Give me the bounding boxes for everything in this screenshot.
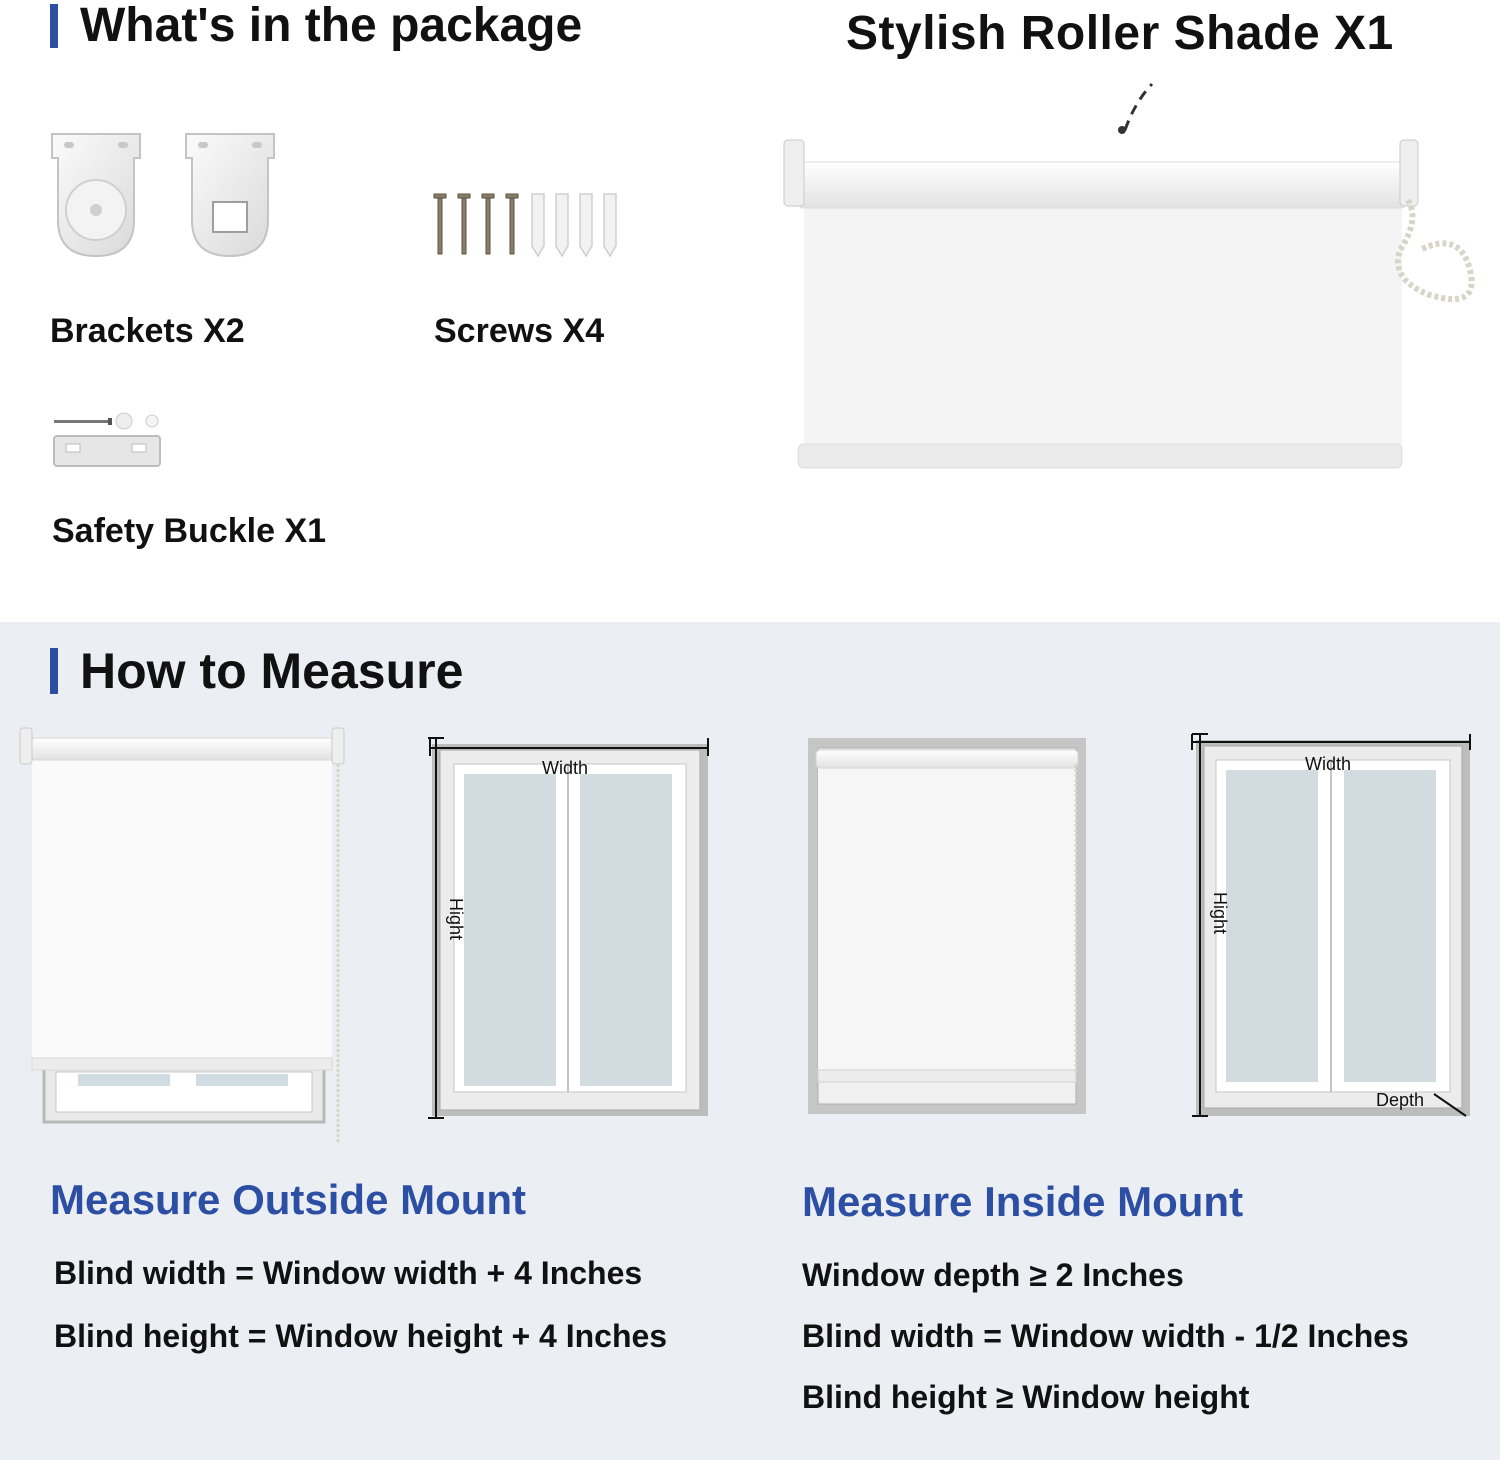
package-title: What's in the package xyxy=(50,2,582,48)
outside-mount-shade-image xyxy=(18,724,348,1154)
inside-formula-depth: Window depth ≥ 2 Inches xyxy=(802,1257,1184,1293)
shade-title: Stylish Roller Shade X1 xyxy=(846,7,1394,60)
screws-label: Screws X4 xyxy=(434,312,605,350)
screw-icon xyxy=(432,190,624,260)
inside-mount-window-diagram xyxy=(1188,732,1474,1120)
outside-height-label: Hight xyxy=(446,898,466,941)
inside-mount-heading: Measure Inside Mount xyxy=(802,1178,1244,1225)
outside-mount-heading: Measure Outside Mount xyxy=(50,1176,527,1223)
outside-width-label: Width xyxy=(542,758,589,778)
outside-formula-height: Blind height = Window height + 4 Inches xyxy=(54,1318,668,1354)
safety-buckle-icon xyxy=(52,410,164,470)
inside-formula-width: Blind width = Window width - 1/2 Inches xyxy=(802,1318,1409,1354)
inside-height-label: Hight xyxy=(1210,892,1230,935)
roller-shade-image xyxy=(780,80,1480,480)
brackets-label: Brackets X2 xyxy=(50,312,245,350)
outside-mount-window-diagram xyxy=(424,736,714,1122)
inside-formula-height: Blind height ≥ Window height xyxy=(802,1379,1250,1415)
inside-depth-label: Depth xyxy=(1376,1090,1425,1110)
outside-formula-width: Blind width = Window width + 4 Inches xyxy=(54,1255,643,1291)
inside-mount-shade-image xyxy=(804,734,1090,1118)
inside-width-label: Width xyxy=(1305,754,1352,774)
bracket-icon xyxy=(48,130,278,265)
safety-buckle-label: Safety Buckle X1 xyxy=(52,512,327,550)
measure-title: How to Measure xyxy=(50,646,463,694)
